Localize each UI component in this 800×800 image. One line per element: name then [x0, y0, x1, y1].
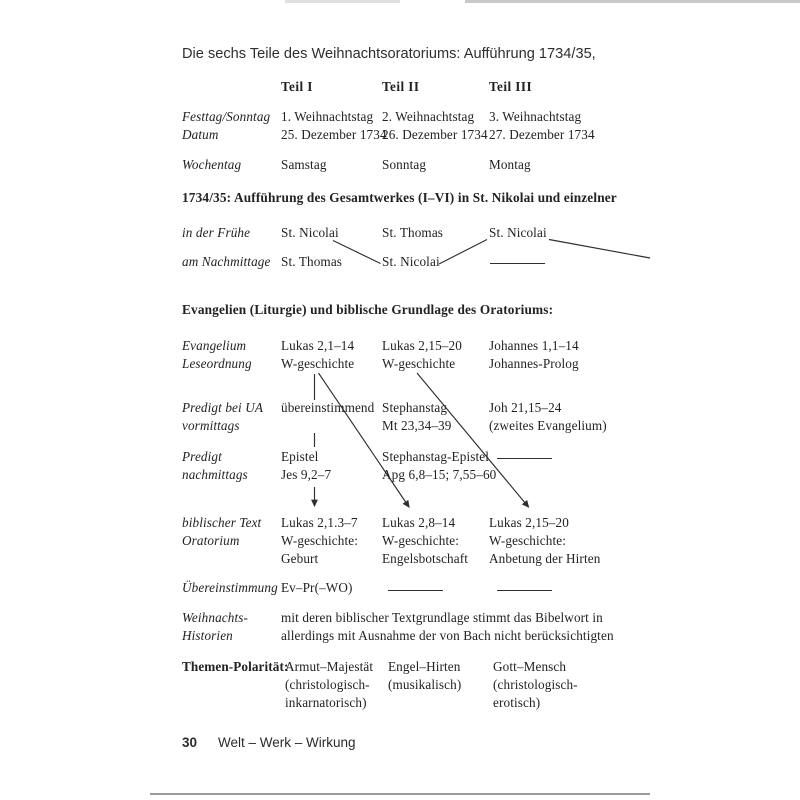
text-line: 1. Weihnachtstag	[281, 109, 374, 124]
column-header-teil-2: Teil II	[382, 79, 420, 94]
row-in-der-fruehe	[182, 224, 798, 242]
column-headers-row	[182, 78, 798, 96]
cell-teil3	[489, 399, 798, 435]
text-line: (zweites Evangelium)	[489, 418, 607, 433]
row-label	[182, 399, 281, 435]
text-line: W-geschichte	[281, 356, 355, 371]
text-line: in der Frühe	[182, 225, 251, 240]
text-line: Engelsbotschaft	[382, 551, 469, 566]
cell-teil1	[281, 224, 382, 242]
cell-teil1	[281, 448, 382, 484]
cell-teil2	[382, 156, 489, 174]
text-line: Mt 23,34–39	[382, 418, 452, 433]
column-header-spacer	[182, 78, 281, 96]
cell-teil3	[489, 224, 798, 242]
cell-spanning-text	[281, 609, 798, 645]
text-line: W-geschichte:	[489, 533, 566, 548]
cell-teil3	[493, 658, 798, 712]
cell-teil1	[281, 399, 382, 435]
text-line: St. Thomas	[281, 254, 343, 269]
row-label	[182, 156, 281, 174]
text-line: am Nachmittage	[182, 254, 271, 269]
text-line: (musikalisch)	[388, 677, 462, 692]
row-uebereinstimmung	[182, 579, 798, 597]
row-evangelium-leseordnung	[182, 337, 798, 373]
cell-teil3	[489, 253, 798, 271]
text-line: St. Thomas	[382, 225, 444, 240]
row-wochentag	[182, 156, 798, 174]
column-header-teil-1: Teil I	[281, 79, 313, 94]
cell-teil1	[281, 337, 382, 373]
text-line: Samstag	[281, 157, 327, 172]
text-line: nachmittags	[182, 467, 248, 482]
cell-teil2	[382, 399, 489, 435]
row-label	[182, 514, 281, 568]
text-line: Johannes-Prolog	[489, 356, 579, 371]
text-line: Lukas 2,15–20	[382, 338, 462, 353]
text-line: Montag	[489, 157, 531, 172]
text-line: vormittags	[182, 418, 240, 433]
text-line: Leseordnung	[182, 356, 252, 371]
footer-page-number: 30	[182, 735, 198, 750]
cell-teil2	[382, 108, 489, 144]
text-line: Oratorium	[182, 533, 240, 548]
text-line: 3. Weihnachtstag	[489, 109, 582, 124]
cell-teil2	[382, 224, 489, 242]
text-line: W-geschichte:	[281, 533, 358, 548]
row-label	[182, 108, 281, 144]
text-line: Apg 6,8–15; 7,55–60	[382, 467, 497, 482]
cell-teil3	[489, 156, 798, 174]
text-line: St. Nicolai	[489, 225, 547, 240]
text-line: St. Nicolai	[382, 254, 440, 269]
page-edge-shadow-top-right	[465, 0, 800, 3]
text-line: Jes 9,2–7	[281, 467, 332, 482]
text-line: inkarnatorisch)	[285, 695, 367, 710]
cell-teil3	[489, 337, 798, 373]
row-predigt-bei-ua	[182, 399, 798, 435]
row-biblischer-text	[182, 514, 798, 568]
cell-teil1	[281, 108, 387, 144]
page-footer	[182, 734, 356, 752]
text-line: Predigt	[182, 449, 222, 464]
text-line: Festtag/Sonntag	[182, 109, 271, 124]
row-am-nachmittage	[182, 253, 798, 271]
text-line: St. Nicolai	[281, 225, 339, 240]
text-line: Gott–Mensch	[493, 659, 567, 674]
text-line: Themen-Polarität:	[182, 659, 289, 674]
cell-teil3	[489, 514, 798, 568]
text-line: Lukas 2,1.3–7	[281, 515, 358, 530]
text-line: Stephanstag	[382, 400, 448, 415]
text-line: Epistel	[281, 449, 319, 464]
text-line: Lukas 2,15–20	[489, 515, 569, 530]
cell-teil1	[285, 658, 388, 712]
text-line: allerdings mit Ausnahme der von Bach nicht berücksichtigten	[281, 628, 614, 643]
row-label	[182, 224, 281, 242]
cell-teil1	[281, 514, 382, 568]
text-line: 26. Dezember 1734	[382, 127, 488, 142]
text-line: Datum	[182, 127, 219, 142]
text-line: Lukas 2,8–14	[382, 515, 456, 530]
cell-teil2	[382, 337, 489, 373]
arrow-diagonal-to-lukas-28-14	[319, 373, 410, 507]
cell-teil1	[281, 253, 382, 271]
row-label	[182, 448, 281, 484]
text-line: Historien	[182, 628, 233, 643]
text-line: übereinstimmend	[281, 400, 375, 415]
text-line: Armut–Majestät	[285, 659, 374, 674]
text-line: Joh 21,15–24	[489, 400, 562, 415]
row-weihnachts-historien	[182, 609, 798, 645]
column-header-teil-3: Teil III	[489, 79, 533, 94]
text-line: 2. Weihnachtstag	[382, 109, 475, 124]
cell-teil2	[388, 658, 493, 712]
placeholder-dash	[497, 458, 552, 459]
text-line: erotisch)	[493, 695, 541, 710]
text-line: 25. Dezember 1734	[281, 127, 387, 142]
text-line: Anbetung der Hirten	[489, 551, 601, 566]
row-festtag-datum	[182, 108, 798, 144]
arrow-diagonal-to-lukas-215-20	[417, 373, 529, 507]
text-line: Ev–Pr(–WO)	[281, 580, 353, 595]
text-line: Stephanstag-Epistel	[382, 449, 490, 464]
heading-auffuehrung: 1734/35: Aufführung des Gesamtwerkes (I–VI) in St. Nikolai und einzelner	[182, 190, 617, 205]
text-line: Übereinstimmung	[182, 580, 278, 595]
text-line: Evangelium	[182, 338, 247, 353]
text-line: Geburt	[281, 551, 319, 566]
page-edge-shadow-bottom	[150, 793, 650, 795]
row-themen-polaritaet	[182, 658, 798, 712]
row-label	[182, 337, 281, 373]
text-line: W-geschichte	[382, 356, 456, 371]
cell-teil2	[382, 514, 489, 568]
text-line: Engel–Hirten	[388, 659, 461, 674]
row-label	[182, 579, 281, 597]
text-line: Wochentag	[182, 157, 242, 172]
row-label	[182, 658, 289, 712]
cell-teil3	[489, 448, 798, 484]
cell-teil3	[489, 108, 798, 144]
text-line: (christologisch-	[285, 677, 370, 692]
cell-teil1	[281, 579, 382, 597]
row-label	[182, 253, 281, 271]
page-edge-shadow-top-left	[285, 0, 400, 3]
text-line: mit deren biblischer Textgrundlage stimmt das Bibelwort in	[281, 610, 603, 625]
cell-teil2	[382, 579, 489, 597]
row-predigt-nachmittags	[182, 448, 798, 484]
cell-teil1	[281, 156, 382, 174]
text-line: Weihnachts-	[182, 610, 249, 625]
cell-teil3	[489, 579, 798, 597]
text-line: (christologisch-	[493, 677, 578, 692]
cell-teil2	[382, 253, 489, 271]
heading-evangelien: Evangelien (Liturgie) und biblische Grundlage des Oratoriums:	[182, 302, 554, 317]
cell-teil2	[382, 448, 497, 484]
text-line: Lukas 2,1–14	[281, 338, 355, 353]
placeholder-dash	[497, 590, 552, 591]
text-line: W-geschichte:	[382, 533, 459, 548]
page-title: Die sechs Teile des Weihnachtsoratoriums: Aufführung 1734/35,	[182, 46, 596, 62]
text-line: Predigt bei UA	[182, 400, 264, 415]
placeholder-dash	[490, 263, 545, 264]
text-line: Johannes 1,1–14	[489, 338, 579, 353]
text-line: 27. Dezember 1734	[489, 127, 595, 142]
text-line: Sonntag	[382, 157, 427, 172]
row-label	[182, 609, 281, 645]
text-line: biblischer Text	[182, 515, 262, 530]
placeholder-dash	[388, 590, 443, 591]
footer-running-title: Welt – Werk – Wirkung	[218, 735, 356, 750]
